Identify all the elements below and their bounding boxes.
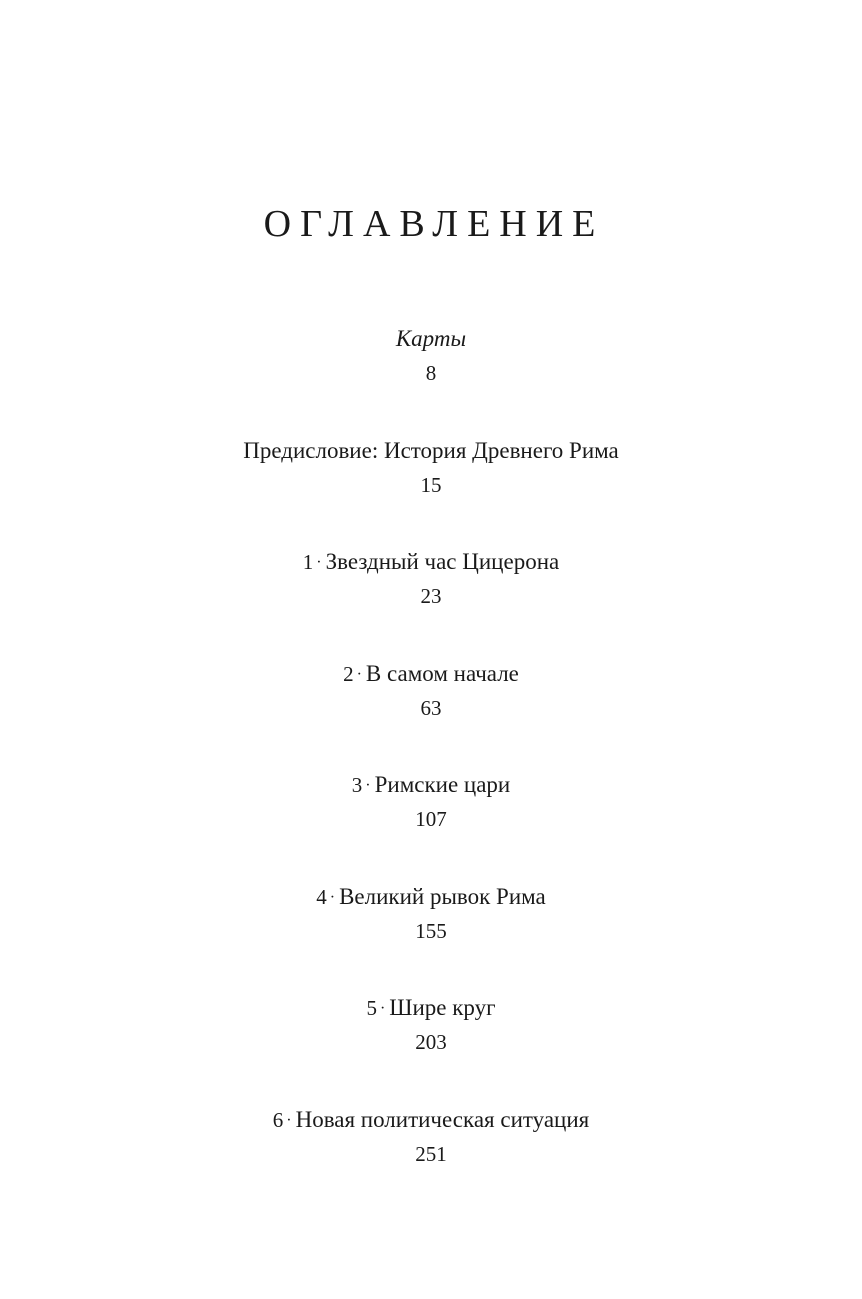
toc-entry-heading xyxy=(0,880,862,914)
chapter-number: 2 xyxy=(343,661,354,686)
toc-entry-page: 251 xyxy=(415,1141,447,1166)
chapter-number: 4 xyxy=(316,884,327,909)
toc-entry-title: Звездный час Цицерона xyxy=(325,549,560,574)
toc-entry-maps xyxy=(0,322,862,434)
separator-dot: · xyxy=(316,554,322,571)
toc-entry-page: 107 xyxy=(415,807,447,831)
toc-entry-title: Шире круг xyxy=(389,995,496,1020)
toc-entry-chapter-2 xyxy=(0,657,862,769)
toc-entry-heading xyxy=(0,545,862,579)
toc-entry-chapter-5 xyxy=(0,991,862,1103)
chapter-number: 1 xyxy=(302,550,314,574)
page-title: ОГЛАВЛЕНИЕ xyxy=(263,203,605,245)
toc-entry-chapter-3 xyxy=(0,768,862,880)
separator-dot: · xyxy=(365,777,371,794)
toc-entry-page: 63 xyxy=(420,695,442,720)
toc-list xyxy=(0,322,862,1214)
toc-entry-chapter-6 xyxy=(0,1103,862,1215)
toc-entry-chapter-4 xyxy=(0,880,862,992)
toc-entry-heading xyxy=(0,1103,862,1137)
toc-entry-title: Римские цари xyxy=(374,772,511,797)
toc-entry-heading xyxy=(0,991,862,1025)
separator-dot: · xyxy=(286,1111,292,1129)
separator-dot: · xyxy=(356,665,362,683)
toc-entry-heading xyxy=(0,657,862,691)
toc-entry-page: 23 xyxy=(420,584,442,608)
chapter-number: 5 xyxy=(366,996,377,1020)
toc-entry-page: 8 xyxy=(425,361,437,385)
separator-dot: · xyxy=(379,1000,386,1017)
chapter-number: 3 xyxy=(351,773,363,797)
toc-entry-chapter-1 xyxy=(0,545,862,657)
toc-entry-page: 203 xyxy=(415,1030,447,1054)
toc-entry-heading xyxy=(0,768,862,802)
toc-entry-title: Карты xyxy=(395,326,467,351)
chapter-number: 6 xyxy=(272,1107,284,1132)
toc-entry-title: Предисловие: История Древнего Рима xyxy=(243,437,619,463)
separator-dot: · xyxy=(329,888,336,906)
toc-entry-title: В самом начале xyxy=(365,660,519,686)
toc-entry-page: 15 xyxy=(420,472,442,497)
toc-entry-preface xyxy=(0,434,862,546)
toc-entry-page: 155 xyxy=(415,918,447,943)
toc-entry-title: Новая политическая ситуация xyxy=(295,1106,590,1132)
toc-entry-title: Великий рывок Рима xyxy=(339,883,546,909)
